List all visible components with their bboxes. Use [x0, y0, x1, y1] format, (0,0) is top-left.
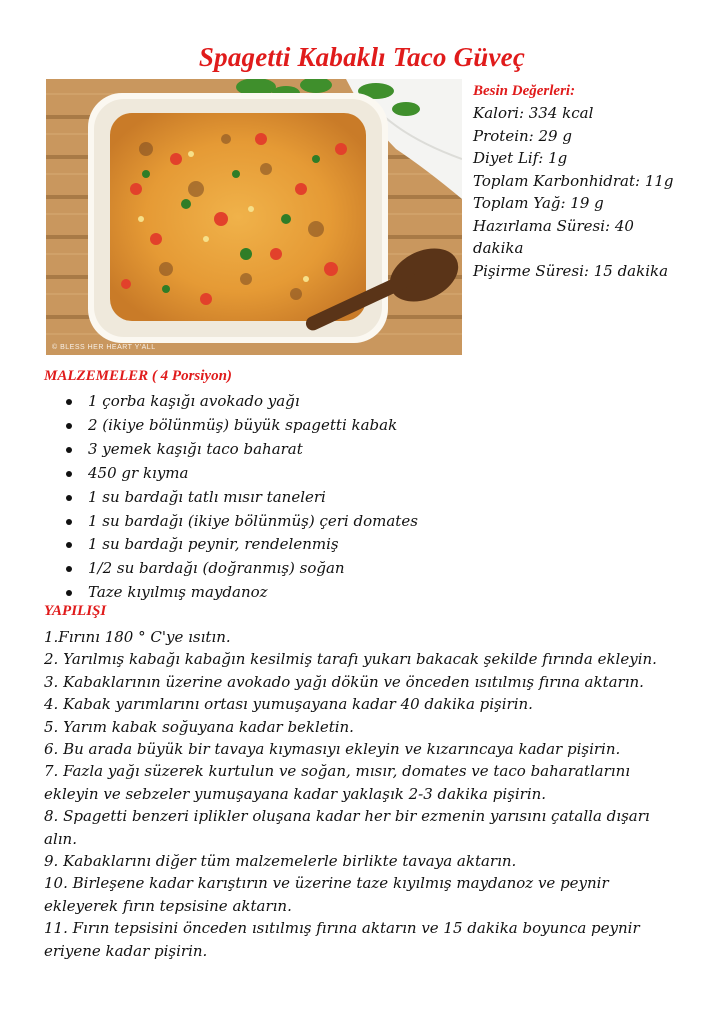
ingredient-text: 1 su bardağı tatlı mısır taneleri: [88, 487, 326, 506]
step-line: 7. Fazla yağı süzerek kurtulun ve soğan, mısır, domates ve taco baharatlarını: [44, 762, 631, 781]
step-line: 11. Fırın tepsisini önceden ısıtılmış fırına aktarın ve 15 dakika boyunca peynir: [44, 919, 640, 938]
ingredient-text: 3 yemek kaşığı taco baharat: [88, 439, 303, 458]
step-line: 5. Yarım kabak soğuyana kadar bekletin.: [44, 717, 354, 736]
nutrition-line: Hazırlama Süresi: 40: [473, 216, 634, 235]
bullet-icon: [66, 519, 72, 525]
ingredient-text: 1 su bardağı peynir, rendelenmiş: [88, 535, 339, 554]
page-title: Spagetti Kabaklı Taco Güveç: [198, 42, 526, 72]
nutrition-line: Pişirme Süresi: 15 dakika: [473, 261, 669, 280]
list-item: [44, 390, 418, 414]
ingredient-text: 1 su bardağı (ikiye bölünmüş) çeri domates: [88, 511, 418, 530]
bullet-icon: [66, 423, 72, 429]
step-line: 3. Kabaklarının üzerine avokado yağı dökün ve önceden ısıtılmış fırına aktarın.: [44, 672, 644, 691]
step-line: alın.: [44, 829, 77, 848]
nutrition-line: Toplam Karbonhidrat: 11g: [473, 171, 674, 190]
step-line: 1.Fırını 180 ° C'ye ısıtın.: [44, 628, 231, 646]
bullet-icon: [66, 447, 72, 453]
step-line: 2. Yarılmış kabağı kabağın kesilmiş tarafı yukarı bakacak şekilde fırında ekleyin.: [44, 650, 657, 669]
step-line: 10. Birleşene kadar karıştırın ve üzerine taze kıyılmış maydanoz ve peynir: [44, 874, 609, 893]
list-item: [44, 438, 418, 462]
ingredients-list: [44, 390, 418, 605]
ingredients-heading: MALZEMELER ( 4 Porsiyon): [44, 368, 232, 384]
nutrition-line: Protein: 29 g: [473, 126, 572, 145]
ingredient-text: 1/2 su bardağı (doğranmış) soğan: [88, 559, 345, 578]
step-line: 9. Kabaklarını diğer tüm malzemelerle birlikte tavaya aktarın.: [44, 852, 517, 871]
nutrition-line: Kalori: 334 kcal: [473, 104, 594, 122]
step-line: ekleyin ve sebzeler yumuşayana kadar yaklaşık 2-3 dakika pişirin.: [44, 784, 547, 803]
nutrition-line: dakika: [473, 239, 524, 257]
bullet-icon: [66, 542, 72, 548]
step-line: ekleyerek fırın tepsisine aktarın.: [44, 896, 292, 915]
bullet-icon: [66, 495, 72, 501]
ingredient-text: 1 çorba kaşığı avokado yağı: [88, 392, 300, 410]
bullet-icon: [66, 590, 72, 596]
list-item: [44, 557, 418, 581]
nutrition-panel: [473, 80, 713, 282]
ingredient-text: Taze kıyılmış maydanoz: [88, 583, 268, 602]
nutrition-heading: Besin Değerleri:: [473, 83, 576, 99]
step-line: 4. Kabak yarımlarını ortası yumuşayana kadar 40 dakika pişirin.: [44, 695, 533, 714]
nutrition-line: Toplam Yağ: 19 g: [473, 194, 604, 212]
step-line: 6. Bu arada büyük bir tavaya kıymasıyı ekleyin ve kızarıncaya kadar pişirin.: [44, 740, 621, 759]
steps-heading: YAPILIŞI: [44, 603, 107, 619]
step-line: eriyene kadar pişirin.: [44, 941, 208, 960]
bullet-icon: [66, 399, 72, 405]
ingredient-text: 450 gr kıyma: [88, 463, 189, 482]
list-item: [44, 414, 418, 438]
list-item: [44, 533, 418, 557]
bullet-icon: [66, 566, 72, 572]
list-item: [44, 510, 418, 534]
step-line: 8. Spagetti benzeri iplikler oluşana kadar her bir ezmenin yarısını çatalla dışarı: [44, 807, 650, 826]
nutrition-line: Diyet Lif: 1g: [473, 149, 568, 167]
bullet-icon: [66, 471, 72, 477]
ingredient-text: 2 (ikiye bölünmüş) büyük spagetti kabak: [88, 415, 398, 434]
steps-list: [44, 626, 684, 962]
list-item: [44, 486, 418, 510]
list-item: [44, 462, 418, 486]
recipe-photo: [46, 79, 462, 355]
list-item: [44, 581, 418, 605]
photo-watermark: © BLESS HER HEART Y'ALL: [52, 344, 156, 351]
